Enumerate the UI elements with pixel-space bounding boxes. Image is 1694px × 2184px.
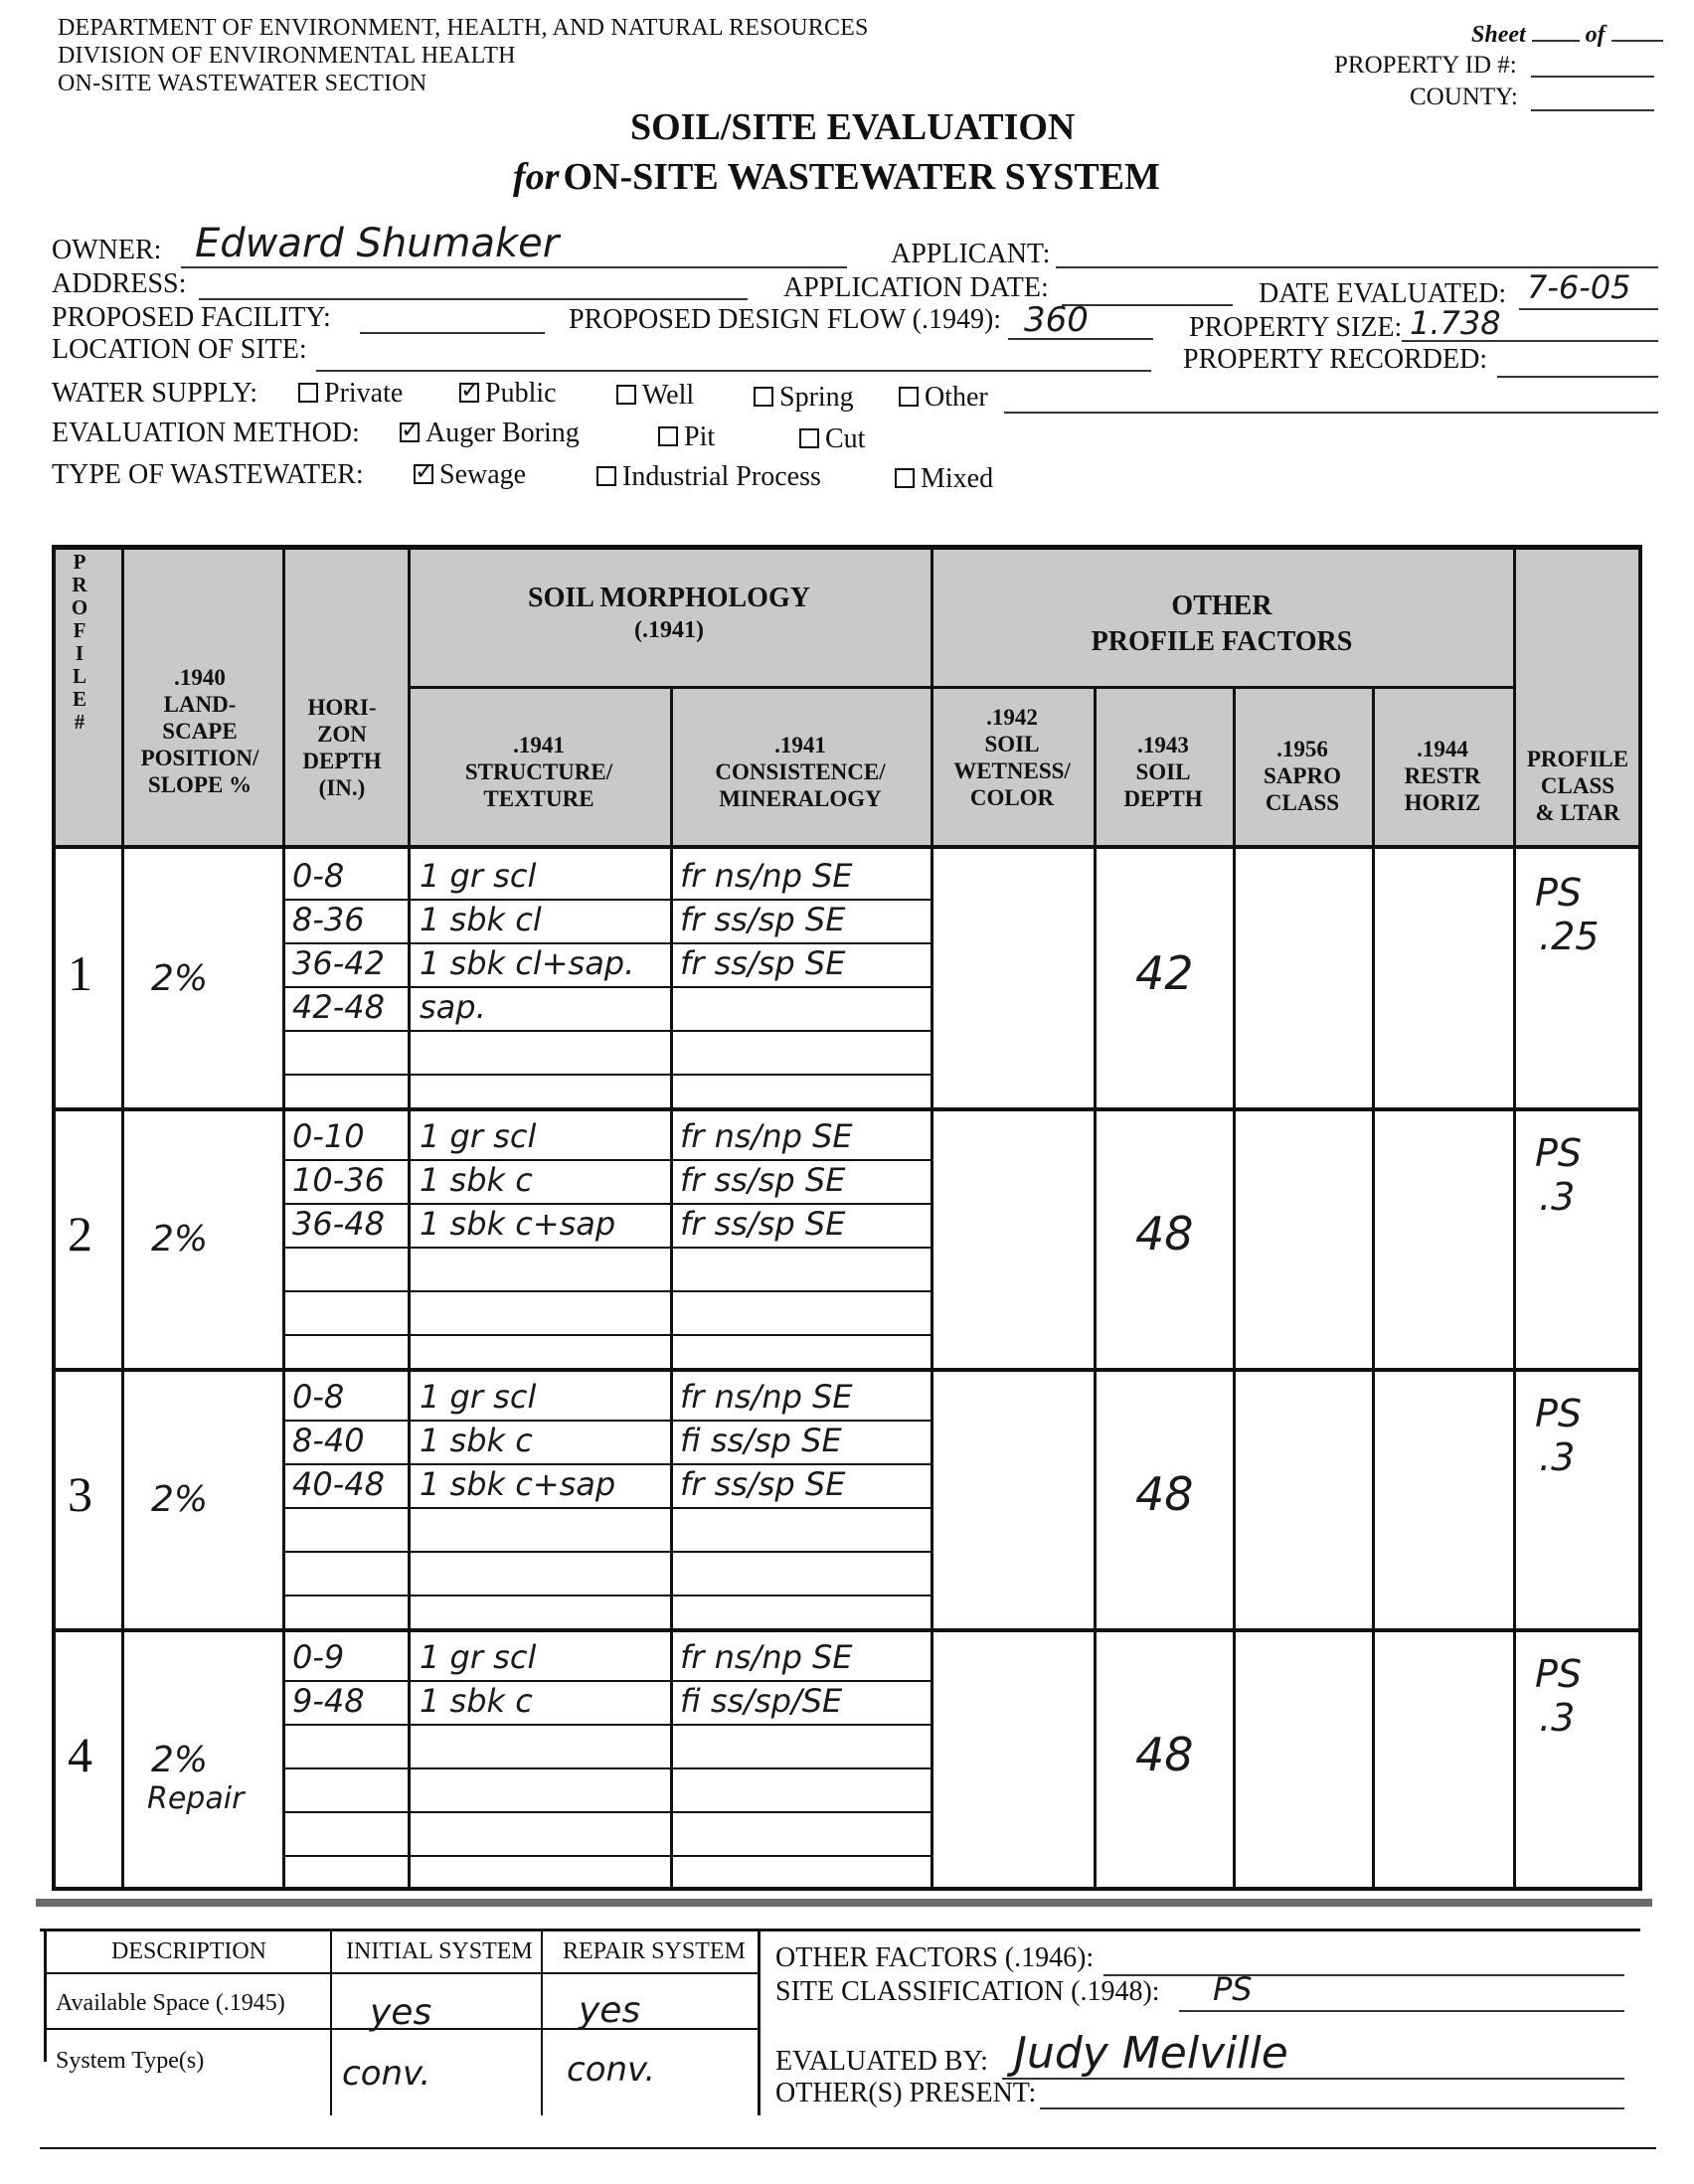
horizon-row-line [282, 1551, 931, 1553]
available-space-label: Available Space (.1945) [56, 1990, 285, 2016]
horizon-row-line [282, 1767, 931, 1769]
evaluated-by-field[interactable] [1002, 2078, 1624, 2080]
horizon-depth: 8-36 [292, 901, 365, 938]
checkbox-icon[interactable] [799, 428, 819, 448]
form-title: SOIL/SITE EVALUATION [630, 106, 1076, 148]
structure-texture: 1 sbk cl+sap. [420, 944, 635, 982]
structure-texture: 1 sbk c [420, 1161, 533, 1199]
consistence-mineralogy: fr ns/np SE [680, 857, 853, 895]
department-block [58, 14, 869, 97]
soil-profile-table [52, 537, 1642, 1889]
form-subtitle-block [513, 155, 1160, 199]
department-name: DEPARTMENT OF ENVIRONMENT, HEALTH, AND NATURAL RESOURCES [58, 15, 869, 41]
profile-divider [52, 1628, 1642, 1632]
bottom-rule [40, 2147, 1656, 2149]
column-divider [931, 545, 933, 1889]
other-profile-factors-header: OTHER PROFILE FACTORS [1091, 590, 1353, 657]
application-date-label: APPLICATION DATE: [783, 272, 1049, 303]
wastewater-type-label: TYPE OF WASTEWATER: [52, 459, 364, 490]
horizon-depth: 10-36 [292, 1161, 385, 1199]
checkbox-checked-icon[interactable] [400, 422, 420, 442]
checkbox-icon[interactable] [899, 387, 919, 407]
header-subdivider [408, 686, 1513, 689]
evaluated-by-value: Judy Melville [1014, 2028, 1288, 2079]
horizon-row-line [282, 1811, 931, 1813]
property-recorded-label: PROPERTY RECORDED: [1183, 344, 1488, 375]
horizon-depth: 42-48 [292, 988, 385, 1026]
owner-field[interactable] [181, 266, 847, 268]
profile-number: 3 [68, 1466, 92, 1522]
location-field[interactable] [316, 370, 1151, 372]
checkbox-icon[interactable] [658, 426, 678, 446]
division-name: DIVISION OF ENVIRONMENTAL HEALTH [58, 43, 516, 69]
sheet-of-block [1471, 22, 1663, 49]
horizon-depth: 0-8 [292, 1378, 345, 1416]
slope-value: 2% [151, 1219, 209, 1260]
others-present-field[interactable] [1040, 2107, 1624, 2109]
owner-label: OWNER: [52, 235, 162, 265]
horizon-row-line [282, 1595, 931, 1596]
profile-class-value: PS [1535, 871, 1583, 915]
consistence-mineralogy: fr ns/np SE [680, 1378, 853, 1416]
address-label: ADDRESS: [52, 268, 187, 299]
county-label: COUNTY: [1410, 84, 1518, 110]
horizon-row-line [282, 1247, 931, 1249]
profile-class-value: PS [1535, 1131, 1583, 1175]
table-top-border [52, 545, 1642, 550]
structure-texture: 1 sbk cl [420, 901, 542, 938]
structure-texture: sap. [420, 988, 486, 1026]
available-space-repair: yes [579, 1990, 641, 2031]
ltar-value: .3 [1539, 1175, 1576, 1219]
column-divider [282, 545, 285, 1889]
evaluation-cut[interactable]: Cut [799, 423, 865, 455]
description-header: DESCRIPTION [111, 1938, 267, 1964]
ltar-value: .3 [1539, 1696, 1576, 1740]
checkbox-checked-icon[interactable] [459, 383, 479, 403]
horizon-depth: 36-48 [292, 1205, 385, 1243]
wastewater-sewage[interactable]: ✓ Sewage [414, 459, 526, 491]
structure-texture: 1 gr scl [420, 1378, 537, 1416]
horizon-depth: 36-42 [292, 944, 385, 982]
form-subtitle: ON-SITE WASTEWATER SYSTEM [563, 156, 1160, 198]
consistence-mineralogy: fr ns/np SE [680, 1117, 853, 1155]
system-type-label: System Type(s) [56, 2048, 205, 2074]
slope-value: 2% [151, 1740, 209, 1780]
profile-number: 1 [68, 945, 92, 1001]
slope-value: 2% [151, 1479, 209, 1520]
soil-morphology-header: SOIL MORPHOLOGY (.1941) [528, 583, 810, 643]
profile-class-value: PS [1535, 1652, 1583, 1696]
property-recorded-field[interactable] [1497, 376, 1658, 378]
water-supply-private[interactable]: Private [298, 378, 403, 410]
horizon-depth: 0-9 [292, 1638, 345, 1676]
site-classification-value: PS [1213, 1970, 1253, 2008]
profile-class-ltar-header: PROFILE CLASS & LTAR [1526, 747, 1629, 825]
evaluated-by-label: EVALUATED BY: [775, 2046, 988, 2077]
of-label: of [1585, 22, 1606, 48]
system-type-initial: conv. [342, 2054, 431, 2094]
other-factors-field[interactable] [1103, 1974, 1624, 1976]
consistence-mineralogy-header: .1941 CONSISTENCE/ MINERALOGY [715, 733, 886, 811]
repair-system-header: REPAIR SYSTEM [563, 1938, 746, 1964]
water-supply-spring[interactable]: Spring [754, 382, 854, 414]
checkbox-icon[interactable] [754, 387, 773, 407]
header-bottom-border [52, 845, 1642, 849]
soil-depth-value: 48 [1135, 1467, 1194, 1521]
profile-number: 4 [68, 1727, 92, 1782]
structure-texture: 1 sbk c [420, 1682, 533, 1720]
owner-value: Edward Shumaker [195, 221, 560, 266]
consistence-mineralogy: fi ss/sp/SE [680, 1682, 843, 1720]
consistence-mineralogy: fr ss/sp SE [680, 944, 846, 982]
wastewater-industrial[interactable]: Industrial Process [596, 461, 821, 493]
property-id-field[interactable] [1531, 76, 1654, 78]
property-id-label: PROPERTY ID #: [1334, 52, 1517, 79]
column-divider [121, 545, 124, 1889]
column-divider [408, 545, 411, 1889]
horizon-depth: 8-40 [292, 1422, 365, 1459]
horizon-depth: 0-10 [292, 1117, 365, 1155]
design-flow-value: 360 [1024, 300, 1089, 340]
evaluation-auger-boring[interactable]: ✓ Auger Boring [400, 418, 580, 449]
checkbox-icon[interactable] [616, 385, 636, 405]
consistence-mineralogy: fr ss/sp SE [680, 1161, 846, 1199]
horizon-row-line [282, 1724, 931, 1726]
proposed-facility-label: PROPOSED FACILITY: [52, 302, 331, 333]
site-classification-field[interactable] [1179, 2010, 1624, 2012]
proposed-facility-field[interactable] [360, 332, 545, 334]
property-size-label: PROPERTY SIZE: [1189, 312, 1403, 343]
horizon-depth: 9-48 [292, 1682, 365, 1720]
property-size-value: 1.738 [1410, 304, 1501, 342]
structure-texture: 1 sbk c+sap [420, 1205, 616, 1243]
consistence-mineralogy: fi ss/sp SE [680, 1422, 842, 1459]
county-field[interactable] [1531, 109, 1654, 111]
column-divider [1513, 545, 1516, 1889]
horizon-row-line [282, 1074, 931, 1076]
profile-class-value: PS [1535, 1392, 1583, 1435]
structure-texture: 1 sbk c [420, 1422, 533, 1459]
slope-value: 2% [151, 958, 209, 999]
wastewater-mixed[interactable]: Mixed [895, 463, 993, 495]
table-right-border [1638, 545, 1642, 1889]
column-divider [670, 688, 673, 1889]
soil-depth-value: 42 [1135, 946, 1194, 1000]
ltar-value: .3 [1539, 1435, 1576, 1479]
design-flow-label: PROPOSED DESIGN FLOW (.1949): [569, 304, 1002, 335]
soil-wetness-header: .1942 SOIL WETNESS/ COLOR [953, 705, 1071, 810]
soil-depth-value: 48 [1135, 1728, 1194, 1781]
date-evaluated-label: DATE EVALUATED: [1259, 278, 1507, 309]
water-supply-other[interactable]: Other [899, 382, 988, 414]
water-supply-public[interactable]: ✓ Public [459, 378, 557, 410]
horizon-row-line [282, 1290, 931, 1292]
evaluation-method-label: EVALUATION METHOD: [52, 418, 360, 448]
property-size-field[interactable] [1402, 340, 1658, 342]
checkbox-icon[interactable] [596, 466, 616, 486]
horizon-depth: 40-48 [292, 1465, 385, 1503]
consistence-mineralogy: fr ss/sp SE [680, 1205, 846, 1243]
horizon-row-line [282, 1334, 931, 1336]
others-present-label: OTHER(S) PRESENT: [775, 2078, 1037, 2108]
sheet-label: Sheet [1471, 22, 1526, 48]
structure-texture: 1 gr scl [420, 857, 537, 895]
consistence-mineralogy: fr ss/sp SE [680, 901, 846, 938]
checkbox-icon[interactable] [895, 468, 915, 488]
structure-texture: 1 gr scl [420, 1638, 537, 1676]
evaluation-pit[interactable]: Pit [658, 421, 715, 453]
bottom-top-rule [40, 1929, 1640, 1932]
landscape-position-header: .1940 LAND- SCAPE POSITION/ SLOPE % [140, 665, 259, 797]
date-evaluated-field[interactable] [1519, 308, 1658, 310]
section-divider [36, 1899, 1652, 1907]
column-divider [1233, 688, 1236, 1889]
horizon-row-line [282, 1030, 931, 1032]
structure-texture-header: .1941 STRUCTURE/ TEXTURE [464, 733, 613, 811]
horizon-depth-header: HORI- ZON DEPTH (IN.) [302, 695, 382, 800]
table-bottom-border [52, 1887, 1642, 1891]
horizon-depth: 0-8 [292, 857, 345, 895]
initial-system-header: INITIAL SYSTEM [346, 1938, 533, 1964]
horizon-row-line [282, 1507, 931, 1509]
consistence-mineralogy: fr ns/np SE [680, 1638, 853, 1676]
applicant-label: APPLICANT: [891, 239, 1051, 269]
horizon-row-line [282, 1855, 931, 1857]
sapro-class-header: .1956 SAPRO CLASS [1264, 737, 1341, 815]
slope-note: Repair [147, 1781, 245, 1816]
restrictive-horizon-header: .1944 RESTR HORIZ [1404, 737, 1481, 815]
water-supply-well[interactable]: Well [616, 380, 694, 412]
design-flow-field[interactable] [1008, 338, 1153, 340]
water-supply-label: WATER SUPPLY: [52, 378, 257, 409]
other-factors-label: OTHER FACTORS (.1946): [775, 1942, 1095, 1973]
table-left-border [52, 545, 56, 1889]
checkbox-icon[interactable] [298, 383, 318, 403]
column-divider [1372, 688, 1375, 1889]
water-supply-other-field[interactable] [1004, 412, 1658, 414]
profile-divider [52, 1107, 1642, 1111]
profile-number-header: P R O F I L E # [71, 550, 88, 734]
site-classification-label: SITE CLASSIFICATION (.1948): [775, 1976, 1160, 2007]
ltar-value: .25 [1539, 915, 1600, 958]
soil-depth-value: 48 [1135, 1207, 1194, 1260]
consistence-mineralogy: fr ss/sp SE [680, 1465, 846, 1503]
available-space-initial: yes [370, 1992, 432, 2033]
profile-divider [52, 1368, 1642, 1372]
soil-depth-header: .1943 SOIL DEPTH [1123, 733, 1203, 811]
form-subtitle-for: for [513, 156, 560, 198]
location-label: LOCATION OF SITE: [52, 334, 307, 365]
column-divider [1094, 688, 1097, 1889]
section-name: ON-SITE WASTEWATER SECTION [58, 71, 427, 96]
address-field[interactable] [199, 298, 748, 300]
structure-texture: 1 sbk c+sap [420, 1465, 616, 1503]
date-evaluated-value: 7-6-05 [1527, 268, 1631, 306]
system-type-repair: conv. [567, 2050, 656, 2090]
checkbox-checked-icon[interactable] [414, 464, 433, 484]
profile-number: 2 [68, 1206, 92, 1261]
structure-texture: 1 gr scl [420, 1117, 537, 1155]
